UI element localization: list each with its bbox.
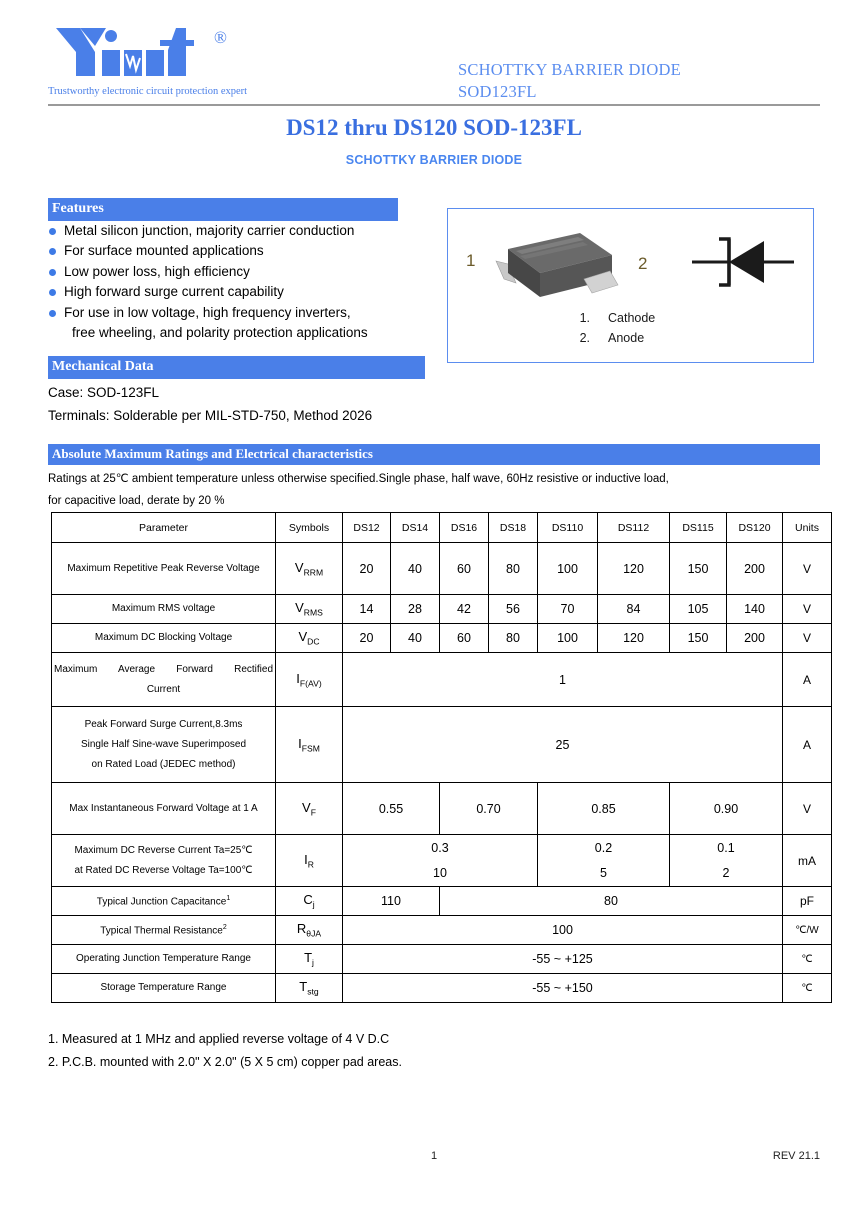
company-logo xyxy=(48,24,348,104)
row-units: mA xyxy=(783,835,832,887)
pin-legend-label: Cathode xyxy=(608,311,656,325)
bullet-icon xyxy=(49,228,56,235)
row-units: V xyxy=(783,783,832,835)
row-symbol: $V_{RRM}$ xyxy=(276,543,343,595)
row-value: 80 xyxy=(489,624,538,653)
row-parameter-line: Maximum Average Forward Rectified xyxy=(54,663,273,675)
package-diagram-box xyxy=(447,208,814,363)
schottky-diode-symbol-icon xyxy=(688,227,798,297)
header-title-line1: SCHOTTKY BARRIER DIODE xyxy=(458,60,681,79)
row-parameter: Typical Thermal Resistance$^2$ xyxy=(52,916,276,945)
row-parameter: Operating Junction Temperature Range xyxy=(52,945,276,974)
row-value: 40 xyxy=(391,543,440,595)
row-value: 105 xyxy=(670,595,727,624)
list-item xyxy=(48,241,398,262)
ratings-note xyxy=(48,468,838,512)
row-units: pF xyxy=(783,887,832,916)
row-grouped-value: 110 xyxy=(343,887,440,916)
pin-legend-row xyxy=(578,308,655,328)
th-ds18: DS18 xyxy=(489,513,538,543)
row-units: V xyxy=(783,543,832,595)
row-parameter xyxy=(52,653,276,707)
row-value: 100 xyxy=(538,543,598,595)
row-symbol: $V_{DC}$ xyxy=(276,624,343,653)
row-value: 200 xyxy=(727,624,783,653)
th-symbols: Symbols xyxy=(276,513,343,543)
bullet-icon xyxy=(49,248,56,255)
list-item-continuation xyxy=(48,323,398,344)
pin-1-number: 1 xyxy=(466,251,476,270)
pin-2-number: 2 xyxy=(638,254,648,273)
row-value: 60 xyxy=(440,624,489,653)
table-row xyxy=(52,624,832,653)
row-value: 20 xyxy=(343,543,391,595)
footnotes xyxy=(48,1028,402,1074)
row-merged-value: -55 ~ +125 xyxy=(343,945,783,974)
bullet-icon xyxy=(49,310,56,317)
row-value-100c: 10 xyxy=(343,861,538,887)
row-symbol: $C_j$ xyxy=(276,887,343,916)
row-merged-value: 1 xyxy=(343,653,783,707)
header-divider xyxy=(48,104,820,106)
row-parameter: Storage Temperature Range xyxy=(52,974,276,1003)
row-symbol: $I_{F(AV)}$ xyxy=(276,653,343,707)
row-value: 28 xyxy=(391,595,440,624)
list-item xyxy=(48,303,398,324)
row-grouped-value: 0.90 xyxy=(670,783,783,835)
row-parameter-line: at Rated DC Reverse Voltage Ta=100℃ xyxy=(74,864,253,876)
yint-logo-icon xyxy=(54,26,214,78)
row-parameter xyxy=(52,835,276,887)
list-item xyxy=(48,262,398,283)
row-value-100c: 5 xyxy=(538,861,670,887)
ratings-note-line2: for capacitive load, derate by 20 % xyxy=(48,495,225,507)
row-value: 80 xyxy=(489,543,538,595)
row-symbol: $T_{stg}$ xyxy=(276,974,343,1003)
row-value-100c: 2 xyxy=(670,861,783,887)
row-value: 14 xyxy=(343,595,391,624)
row-parameter-line: Current xyxy=(146,683,181,695)
row-symbol: $V_F$ xyxy=(276,783,343,835)
ratings-heading: Absolute Maximum Ratings and Electrical characteristics xyxy=(48,444,820,465)
footnote-2: 2. P.C.B. mounted with 2.0" X 2.0" (5 X 5 cm) copper pad areas. xyxy=(48,1055,402,1069)
pin-legend-number: 1. xyxy=(579,311,590,325)
th-units: Units xyxy=(783,513,832,543)
page-header xyxy=(48,24,820,104)
row-parameter: Maximum Repetitive Peak Reverse Voltage xyxy=(52,543,276,595)
table-row xyxy=(52,916,832,945)
table-row xyxy=(52,974,832,1003)
feature-text: Low power loss, high efficiency xyxy=(64,263,250,279)
row-value: 40 xyxy=(391,624,440,653)
row-symbol: $I_R$ xyxy=(276,835,343,887)
row-parameter: Maximum DC Blocking Voltage xyxy=(52,624,276,653)
ratings-note-line1: Ratings at 25℃ ambient temperature unless otherwise specified.Single phase, half wave, 60Hz resistive or inductive load, xyxy=(48,473,669,485)
pin-legend xyxy=(578,308,655,348)
list-item xyxy=(48,221,398,242)
header-product-title xyxy=(458,59,681,104)
row-symbol: $V_{RMS}$ xyxy=(276,595,343,624)
row-value: 42 xyxy=(440,595,489,624)
feature-text: For use in low voltage, high frequency inverters, xyxy=(64,304,351,320)
feature-text-continuation: free wheeling, and polarity protection applications xyxy=(72,325,368,340)
row-merged-value: 100 xyxy=(343,916,783,945)
row-grouped-value: 0.85 xyxy=(538,783,670,835)
table-row xyxy=(52,543,832,595)
row-units: ℃ xyxy=(783,945,832,974)
mechanical-terminals: Terminals: Solderable per MIL-STD-750, Method 2026 xyxy=(48,407,373,423)
th-ds110: DS110 xyxy=(538,513,598,543)
th-ds120: DS120 xyxy=(727,513,783,543)
row-parameter: Maximum RMS voltage xyxy=(52,595,276,624)
th-parameter: Parameter xyxy=(52,513,276,543)
page-title: DS12 thru DS120 SOD-123FL xyxy=(286,115,582,140)
row-parameter-line: Maximum DC Reverse Current Ta=25℃ xyxy=(74,844,253,856)
table-row xyxy=(52,783,832,835)
registered-trademark-icon: ® xyxy=(214,28,227,47)
table-row xyxy=(52,835,832,861)
page-number: 1 xyxy=(430,1150,438,1162)
row-merged-value: 25 xyxy=(343,707,783,783)
row-symbol: $I_{FSM}$ xyxy=(276,707,343,783)
mechanical-data-section xyxy=(48,356,425,427)
pin-legend-number: 2. xyxy=(579,331,590,345)
footnote-1: 1. Measured at 1 MHz and applied reverse voltage of 4 V D.C xyxy=(48,1032,390,1046)
row-value: 200 xyxy=(727,543,783,595)
features-section xyxy=(48,198,398,344)
row-units: A xyxy=(783,653,832,707)
th-ds14: DS14 xyxy=(391,513,440,543)
row-units: ℃/W xyxy=(783,916,832,945)
row-value-25c: 0.3 xyxy=(343,835,538,861)
row-value: 20 xyxy=(343,624,391,653)
th-ds115: DS115 xyxy=(670,513,727,543)
pin-legend-row xyxy=(578,328,655,348)
specifications-table xyxy=(51,512,832,1003)
bullet-icon xyxy=(49,289,56,296)
bullet-icon xyxy=(49,269,56,276)
table-row xyxy=(52,945,832,974)
row-parameter-line: on Rated Load (JEDEC method) xyxy=(91,758,236,770)
row-value-25c: 0.1 xyxy=(670,835,783,861)
row-value: 56 xyxy=(489,595,538,624)
table-header-row xyxy=(52,513,832,543)
row-grouped-value: 0.55 xyxy=(343,783,440,835)
feature-text: For surface mounted applications xyxy=(64,243,264,258)
row-units: ℃ xyxy=(783,974,832,1003)
row-value: 60 xyxy=(440,543,489,595)
mechanical-case: Case: SOD-123FL xyxy=(48,384,160,400)
feature-text: High forward surge current capability xyxy=(64,284,284,299)
feature-text: Metal silicon junction, majority carrier conduction xyxy=(64,222,355,238)
th-ds16: DS16 xyxy=(440,513,489,543)
row-units: A xyxy=(783,707,832,783)
row-parameter: Max Instantaneous Forward Voltage at 1 A xyxy=(52,783,276,835)
th-ds12: DS12 xyxy=(343,513,391,543)
row-units: V xyxy=(783,624,832,653)
table-row xyxy=(52,595,832,624)
row-units: V xyxy=(783,595,832,624)
page-subtitle: SCHOTTKY BARRIER DIODE xyxy=(345,153,523,167)
mechanical-data-body xyxy=(48,379,425,427)
mechanical-data-heading: Mechanical Data xyxy=(48,356,425,379)
row-grouped-value: 80 xyxy=(440,887,783,916)
row-parameter-line: Single Half Sine-wave Superimposed xyxy=(80,738,247,750)
row-value: 140 xyxy=(727,595,783,624)
row-parameter: Typical Junction Capacitance$^1$ xyxy=(52,887,276,916)
table-row xyxy=(52,653,832,707)
row-symbol: $R_{\theta JA}$ xyxy=(276,916,343,945)
company-tagline: Trustworthy electronic circuit protection expert xyxy=(48,86,248,97)
row-parameter xyxy=(52,707,276,783)
header-title-line2: SOD123FL xyxy=(458,82,537,102)
features-list xyxy=(48,221,398,344)
row-value: 84 xyxy=(598,595,670,624)
table-row xyxy=(52,887,832,916)
row-value: 120 xyxy=(598,543,670,595)
row-merged-value: -55 ~ +150 xyxy=(343,974,783,1003)
row-value: 100 xyxy=(538,624,598,653)
list-item xyxy=(48,282,398,303)
revision-label: REV 21.1 xyxy=(772,1150,820,1162)
row-value: 150 xyxy=(670,543,727,595)
pin-legend-label: Anode xyxy=(608,331,645,345)
table-row xyxy=(52,707,832,783)
features-heading: Features xyxy=(48,198,398,221)
th-ds112: DS112 xyxy=(598,513,670,543)
row-value: 150 xyxy=(670,624,727,653)
row-grouped-value: 0.70 xyxy=(440,783,538,835)
row-parameter-line: Peak Forward Surge Current,8.3ms xyxy=(84,718,243,730)
row-symbol: $T_j$ xyxy=(276,945,343,974)
sod123fl-package-icon xyxy=(488,227,628,307)
row-value-25c: 0.2 xyxy=(538,835,670,861)
row-value: 120 xyxy=(598,624,670,653)
row-value: 70 xyxy=(538,595,598,624)
